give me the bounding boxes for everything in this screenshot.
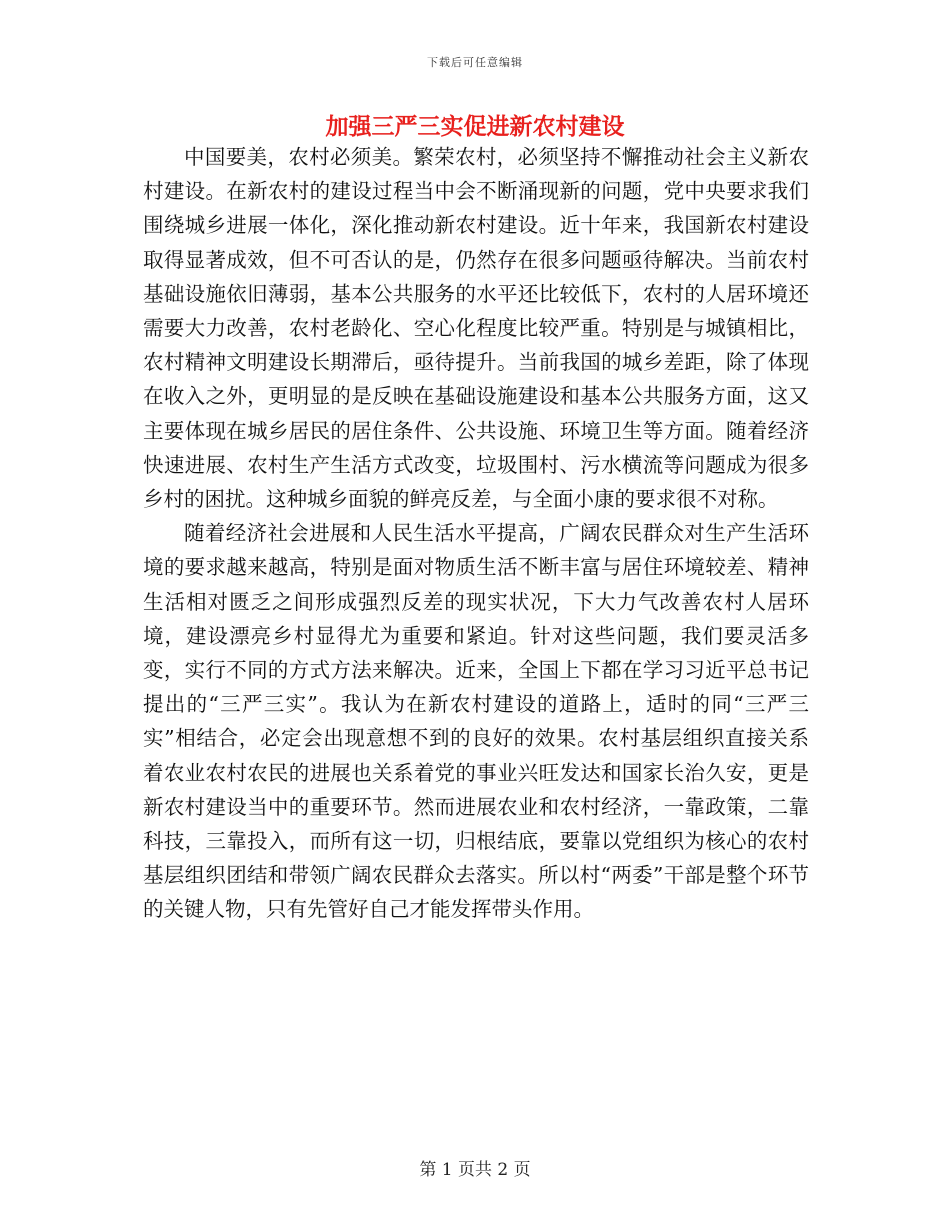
document-title: 加强三严三实促进新农村建设 <box>325 113 625 140</box>
paragraph-2: 随着经济社会进展和人民生活水平提高，广阔农民群众对生产生活环境的要求越来越高，特别是面对物质生活不断丰富与居住环境较差、精神生活相对匮乏之间形成强烈反差的现实状况，下大力气改善农村人居环境，建设漂亮乡村显得尤为重要和紧迫。针对这些问题，我们要灵活多变，实行不同的方式方法来解决。近来，全国上下都在学习习近平总书记提出的“三严三实”。我认为在新农村建设的道路上，适时的同“三严三实”相结合，必定会出现意想不到的良好的效果。农村基层组织直接关系着农业农村农民的进展也关系着党的事业兴旺发达和国家长治久安，更是新农村建设当中的重要环节。然而进展农业和农村经济，一靠政策，二靠科技，三靠投入，而所有这一切，归根结底，要靠以党组织为核心的农村基层组织团结和带领广阔农民群众去落实。所以村“两委”干部是整个环节的关键人物，只有先管好自己才能发挥带头作用。 <box>143 521 809 922</box>
paragraph-1: 中国要美，农村必须美。繁荣农村，必须坚持不懈推动社会主义新农村建设。在新农村的建设过程当中会不断涌现新的问题，党中央要求我们围绕城乡进展一体化，深化推动新农村建设。近十年来，我国新农村建设取得显著成效，但不可否认的是，仍然存在很多问题亟待解决。当前农村基础设施依旧薄弱，基本公共服务的水平还比较低下，农村的人居环境还需要大力改善，农村老龄化、空心化程度比较严重。特别是与城镇相比，农村精神文明建设长期滞后，亟待提升。当前我国的城乡差距，除了体现在收入之外，更明显的是反映在基础设施建设和基本公共服务方面，这又主要体现在城乡居民的居住条件、公共设施、环境卫生等方面。随着经济快速进展、农村生产生活方式改变，垃圾围村、污水横流等问题成为很多乡村的困扰。这种城乡面貌的鲜亮反差，与全面小康的要求很不对称。 <box>143 145 809 512</box>
document-body <box>143 140 809 927</box>
page-number: 第 1 页共 2 页 <box>419 1160 531 1180</box>
header-note: 下载后可任意编辑 <box>427 56 523 69</box>
